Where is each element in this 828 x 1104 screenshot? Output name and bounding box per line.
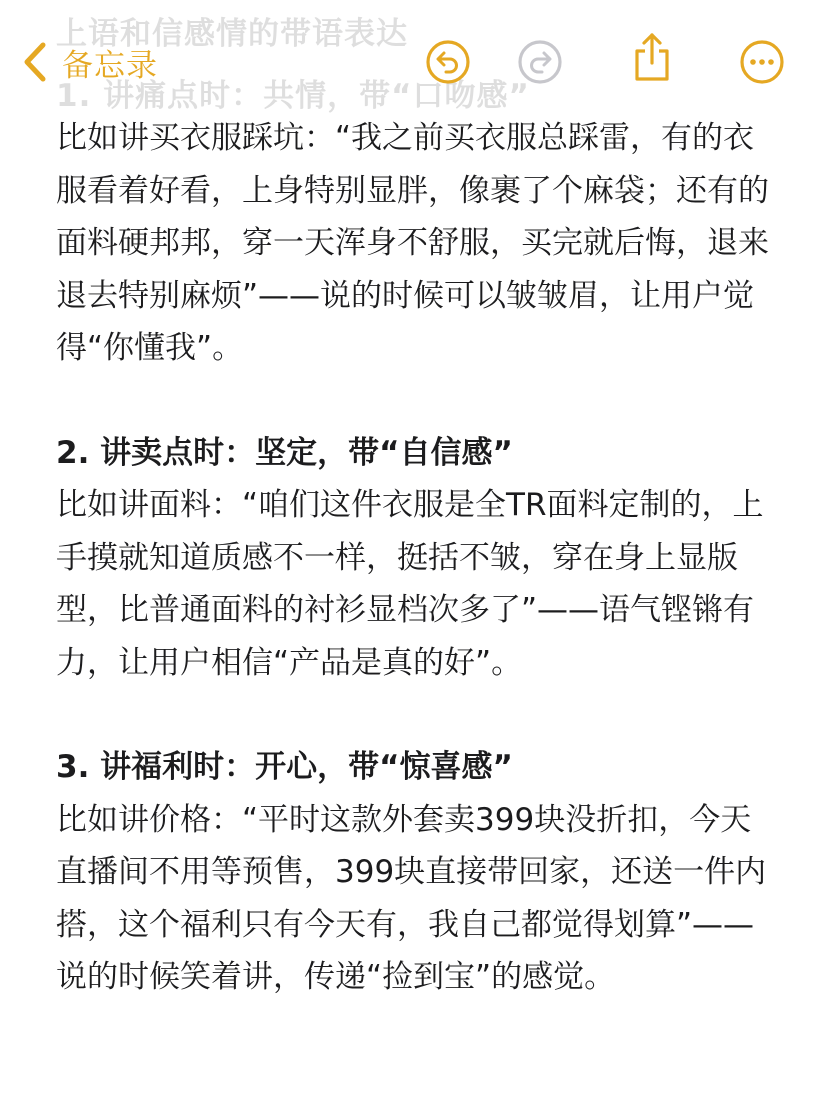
note-paragraph: 比如讲价格：“平时这款外套卖399块没折扣，今天直播间不用等预售，399块直接带回家，还送一件内搭，这个福利只有今天有，我自己都觉得划算”——说的时候笑着讲，传递“捡到宝”的感觉。 xyxy=(56,801,767,995)
redo-button[interactable] xyxy=(516,38,564,86)
blank-line xyxy=(56,375,776,427)
scrolled-text-line: 上语和信感情的带语表达 xyxy=(56,16,408,52)
note-heading: 3. 讲福利时：开心，带“惊喜感” xyxy=(56,749,513,785)
note-heading: 2. 讲卖点时：坚定，带“自信感” xyxy=(56,434,513,471)
back-button[interactable] xyxy=(22,38,158,86)
share-icon xyxy=(632,31,672,83)
back-label: 备忘录 xyxy=(62,47,158,84)
undo-button[interactable] xyxy=(424,38,472,86)
undo-icon xyxy=(425,39,471,85)
share-button[interactable] xyxy=(628,33,676,81)
more-icon xyxy=(739,39,785,85)
chevron-left-icon xyxy=(22,41,48,83)
more-button[interactable] xyxy=(738,38,786,86)
blank-line xyxy=(56,689,776,741)
navigation-bar xyxy=(0,0,828,118)
note-body[interactable] xyxy=(56,112,776,1004)
scrolled-heading-line: 1. 讲痛点时：共情，带“口吻感” xyxy=(56,78,530,114)
redo-icon xyxy=(517,39,563,85)
note-paragraph: 比如讲面料：“咱们这件衣服是全TR面料定制的，上手摸就知道质感不一样，挺括不皱，穿在身上显版型，比普通面料的衬衫显档次多了”——语气铿锵有力，让用户相信“产品是真的好”。 xyxy=(56,487,764,681)
note-paragraph: 比如讲买衣服踩坑：“我之前买衣服总踩雷，有的衣服看着好看，上身特别显胖，像裹了个麻袋；还有的面料硬邦邦，穿一天浑身不舒服，买完就后悔，退来退去特别麻烦”——说的时候可以皱皱眉，让用户觉得“你懂我”。 xyxy=(56,120,769,366)
